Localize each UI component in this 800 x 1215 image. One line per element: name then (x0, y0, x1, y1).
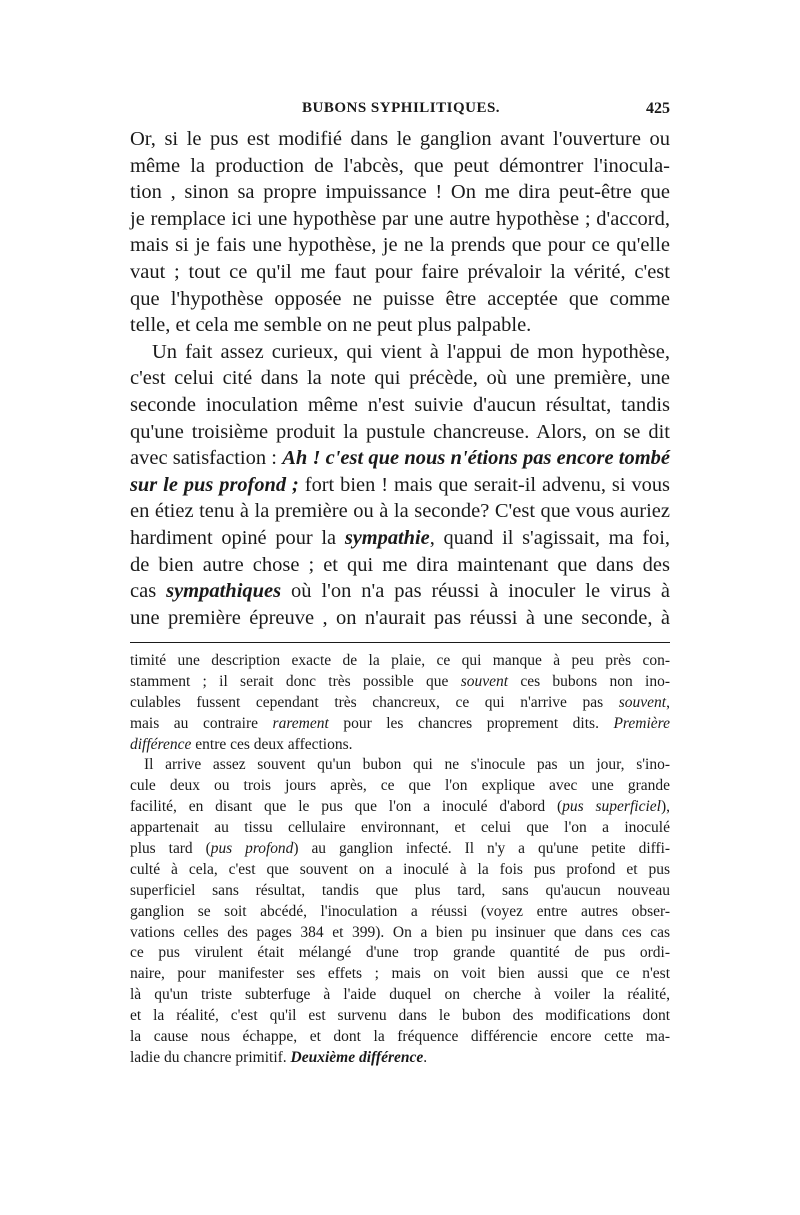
italic-word: sympathiques (166, 580, 282, 603)
note-line: culté à cela, c'est que souvent on a inoculé à la fois pus profond et pus (130, 860, 670, 878)
note-line: mais au contraire rarement pour les chancres proprement dits. Première (130, 714, 670, 732)
text-line: je remplace ici une hypothèse par une autre hypothèse ; d'accord, (130, 207, 670, 230)
text-line: c'est celui cité dans la note qui précède, où une première, une (130, 367, 670, 390)
text-line: même la production de l'abcès, que peut démontrer l'inocula- (130, 154, 670, 177)
text-line: cas sympathiques où l'on n'a pas réussi à inoculer le virus à (130, 580, 670, 603)
text-line: seconde inoculation même n'est suivie d'aucun résultat, tandis (130, 393, 670, 416)
main-text (130, 126, 670, 631)
text-line: que l'hypothèse opposée ne puisse être acceptée que comme (130, 287, 670, 310)
note-line: timité une description exacte de la plaie, ce qui manque à peu près con- (130, 652, 670, 669)
footnote-text (130, 651, 670, 1069)
note-line: Il arrive assez souvent qu'un bubon qui ne s'inocule pas un jour, s'ino- (144, 756, 670, 774)
note-line: ganglion se soit abcédé, l'inoculation a réussi (voyez entre autres obser- (130, 902, 670, 920)
text-line: Un fait assez curieux, qui vient à l'appui de mon hypothèse, (152, 340, 670, 363)
text-line: Or, si le pus est modifié dans le ganglion avant l'ouverture ou (130, 128, 670, 150)
text-line: sur le pus profond ; fort bien ! mais que serait-il advenu, si vous (130, 473, 670, 496)
note-line: plus tard (pus profond) au ganglion infecté. Il n'y a qu'une petite diffi- (130, 840, 670, 858)
note-line: ce pus virulent était mélangé d'une trop grande quantité de pus ordi- (130, 944, 670, 962)
text-line: en étiez tenu à la première ou à la seconde? C'est que vous auriez (130, 500, 670, 523)
text-line: mais si je fais une hypothèse, je ne la prends que pour ce qu'elle (130, 234, 670, 257)
italic-word: sympathie (344, 526, 430, 549)
page-number: 425 (646, 100, 670, 117)
text-line: tion , sinon sa propre impuissance ! On me dira peut-être que (130, 181, 670, 204)
text-line: qu'une troisième produit la pustule chancreuse. Alors, on se dit (130, 420, 670, 443)
note-line: et la réalité, c'est qu'il est survenu dans le bubon des modifications dont (130, 1007, 670, 1025)
text-line: telle, et cela me semble on ne peut plus palpable. (130, 314, 532, 337)
note-line: stamment ; il serait donc très possible que souvent ces bubons non ino- (130, 672, 670, 690)
text-line: avec satisfaction : Ah ! c'est que nous n'étions pas encore tombé (130, 447, 670, 470)
italic-quote: sur le pus profond ; (130, 473, 299, 496)
note-line: culables fussent cependant très chancreux, ce qui n'arrive pas souvent, (130, 693, 670, 711)
note-line: naire, pour manifester ses effets ; mais on voit bien aussi que ce n'est (130, 965, 670, 983)
note-line: superficiel sans résultat, tandis que plus tard, sans qu'aucun nouveau (130, 881, 670, 899)
text-line: hardiment opiné pour la sympathie, quand il s'agissait, ma foi, (130, 526, 670, 549)
footnote-divider (130, 642, 670, 643)
note-line: vations celles des pages 384 et 399). On a bien pu insinuer que dans ces cas (130, 923, 670, 941)
text-line: de bien autre chose ; et qui me dira maintenant que dans des (130, 553, 670, 576)
running-title: BUBONS SYPHILITIQUES. (302, 100, 501, 116)
note-line: ladie du chancre primitif. Deuxième différence. (130, 1048, 428, 1066)
note-line: la cause nous échappe, et dont la fréquence différencie encore cette ma- (130, 1028, 670, 1046)
page-header (130, 100, 670, 122)
note-line: différence entre ces deux affections. (130, 735, 353, 753)
text-line: une première épreuve , on n'aurait pas réussi à une seconde, à (130, 606, 670, 629)
note-line: facilité, en disant que le pus que l'on a inoculé d'abord (pus superficiel), (130, 798, 670, 816)
note-line: cule deux ou trois jours après, ce que l'on explique avec une grande (130, 777, 670, 795)
note-line: appartenait au tissu cellulaire environnant, et celui que l'on a inoculé (130, 819, 670, 837)
italic-quote: Ah ! c'est que nous n'étions pas encore tombé (282, 447, 670, 470)
note-line: là qu'un triste subterfuge à l'aide duquel on cherche à voiler la réalité, (130, 986, 670, 1004)
text-line: vaut ; tout ce qu'il me faut pour faire prévaloir la vérité, c'est (130, 260, 670, 283)
